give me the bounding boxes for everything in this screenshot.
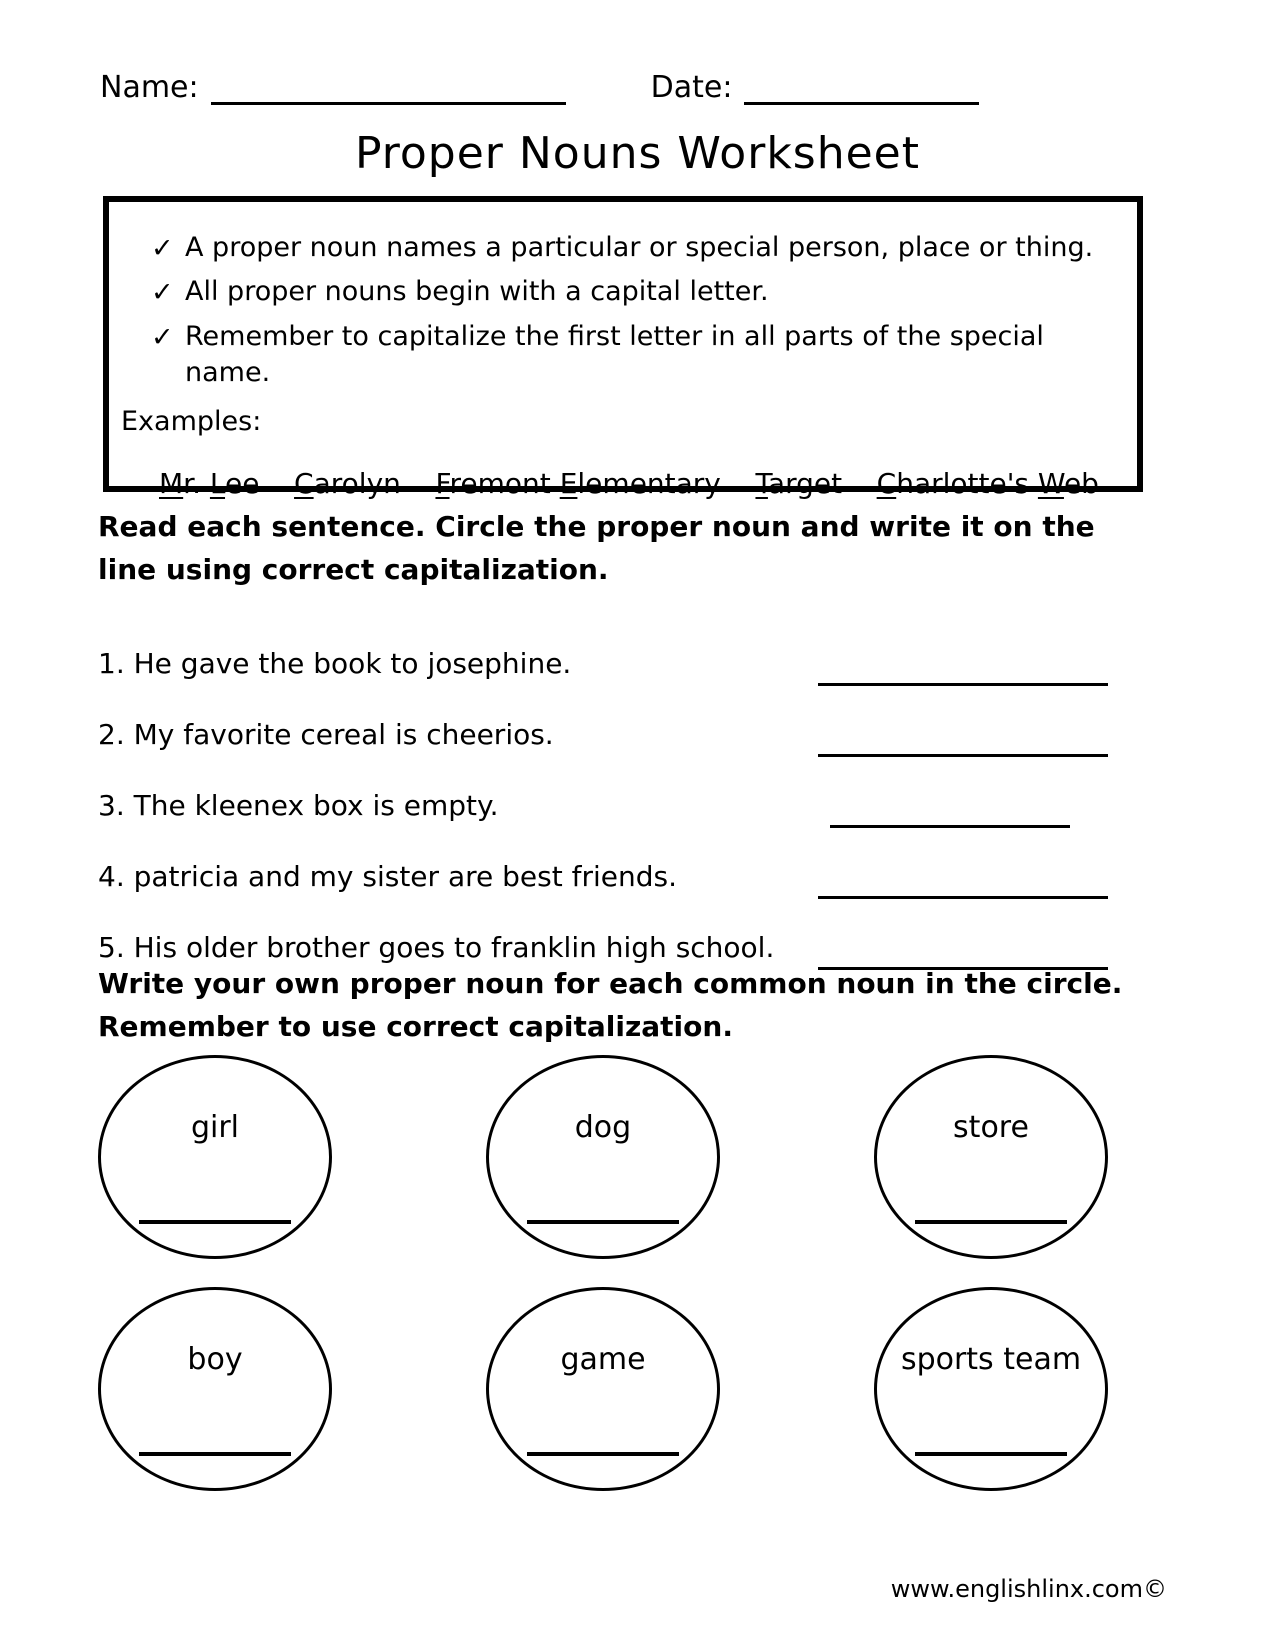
- common-noun-label: store: [953, 1110, 1029, 1145]
- common-noun-label: sports team: [900, 1342, 1082, 1377]
- circle-blank-line[interactable]: [915, 1452, 1067, 1456]
- rule-text: Remember to capitalize the first letter in all parts of the special name.: [185, 320, 1044, 389]
- common-noun-label: girl: [190, 1110, 240, 1145]
- sentence-row: [98, 899, 1108, 970]
- sentence-text: 1. He gave the book to josephine.: [98, 647, 572, 680]
- answer-blank-line[interactable]: [818, 866, 1108, 899]
- date-field: [651, 68, 980, 105]
- page-title: Proper Nouns Worksheet: [354, 128, 921, 179]
- name-blank-line[interactable]: [211, 68, 566, 105]
- rule-bullet: [151, 319, 1127, 392]
- circle-row-2: [98, 1287, 1108, 1491]
- circle-blank-line[interactable]: [915, 1220, 1067, 1224]
- sentence-text: 3. The kleenex box is empty.: [98, 789, 499, 822]
- common-noun-circle: [486, 1287, 720, 1491]
- checkmark-icon: ✓: [151, 321, 174, 353]
- sentence-row: [98, 757, 1108, 828]
- name-label: Name:: [100, 70, 199, 105]
- common-noun-circle: [874, 1287, 1108, 1491]
- example-proper-noun: Carolyn: [294, 466, 401, 500]
- sentence-text: 2. My favorite cereal is cheerios.: [98, 718, 554, 751]
- common-noun-circle: [874, 1055, 1108, 1259]
- example-proper-noun: Mr. Lee: [159, 466, 260, 500]
- circle-blank-line[interactable]: [527, 1452, 679, 1456]
- rule-text: A proper noun names a particular or special person, place or thing.: [185, 232, 1094, 263]
- instructions-section-1: Read each sentence. Circle the proper noun and write it on the line using correct capitalization.: [98, 510, 1095, 587]
- example-proper-noun: Target: [755, 466, 843, 500]
- checkmark-icon: ✓: [151, 233, 174, 264]
- name-field: [100, 68, 566, 105]
- answer-blank-line[interactable]: [818, 724, 1108, 757]
- common-noun-circle: [98, 1287, 332, 1491]
- circle-blank-line[interactable]: [139, 1452, 291, 1456]
- common-noun-circles: [98, 1055, 1108, 1519]
- examples-label: Examples:: [121, 405, 262, 437]
- circle-row-1: [98, 1055, 1108, 1259]
- sentence-text: 5. His older brother goes to franklin high school.: [98, 931, 775, 964]
- common-noun-circle: [486, 1055, 720, 1259]
- example-proper-noun: Fremont Elementary: [435, 466, 721, 500]
- answer-blank-line[interactable]: [818, 653, 1108, 686]
- site-credit: www.englishlinx.com©: [890, 1575, 1167, 1603]
- instructions-section-2: Write your own proper noun for each common noun in the circle. Remember to use correct capitalization.: [98, 967, 1123, 1044]
- common-noun-circle: [98, 1055, 332, 1259]
- date-label: Date:: [650, 70, 733, 105]
- rule-text: All proper nouns begin with a capital letter.: [185, 276, 769, 308]
- date-blank-line[interactable]: [744, 68, 979, 105]
- circle-blank-line[interactable]: [527, 1220, 679, 1224]
- answer-blank-line[interactable]: [830, 795, 1070, 828]
- rule-bullet: [151, 230, 1127, 267]
- rules-bullet-list: [121, 230, 1127, 392]
- common-noun-label: game: [560, 1342, 646, 1377]
- rules-box: [103, 196, 1143, 500]
- rule-bullet: [151, 274, 1127, 311]
- sentence-row: [98, 828, 1108, 899]
- sentence-row: [98, 615, 1108, 686]
- header: [100, 68, 1180, 105]
- sentence-text: 4. patricia and my sister are best friends.: [98, 860, 677, 893]
- examples-row: [159, 467, 1099, 500]
- common-noun-label: boy: [187, 1342, 243, 1377]
- sentence-row: [98, 686, 1108, 757]
- checkmark-icon: ✓: [151, 277, 174, 309]
- example-proper-noun: Charlotte's Web: [876, 466, 1099, 500]
- common-noun-label: dog: [574, 1110, 632, 1145]
- sentence-list: [98, 615, 1108, 970]
- circle-blank-line[interactable]: [139, 1220, 291, 1224]
